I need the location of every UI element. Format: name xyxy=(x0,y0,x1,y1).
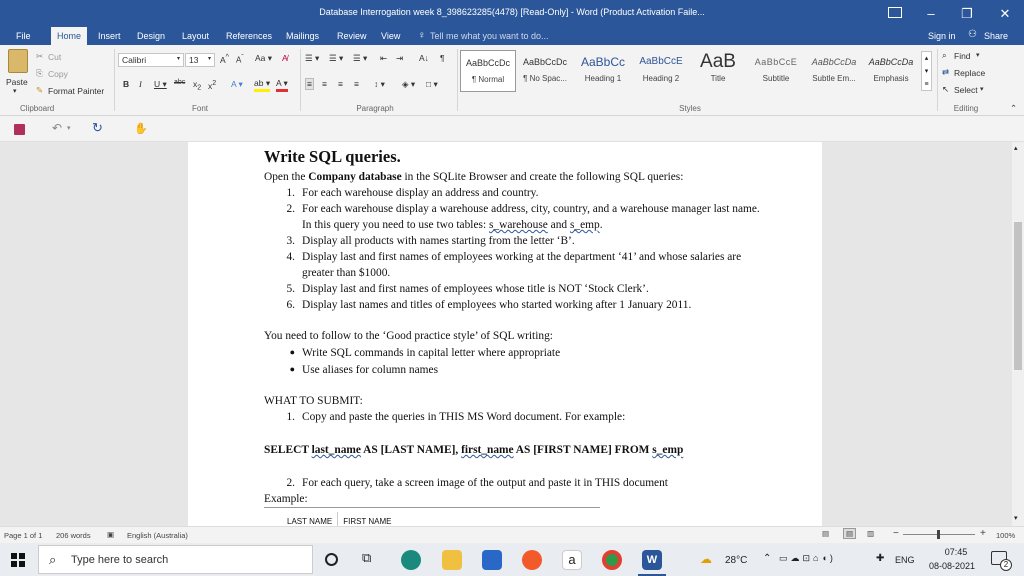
list-item xyxy=(264,281,764,297)
copy-button[interactable]: Copy xyxy=(48,69,68,79)
sql-example xyxy=(264,442,764,458)
tab-file[interactable]: File xyxy=(16,31,31,41)
list-text: Display last and first names of employees whose title is NOT ‘Stock Clerk’. xyxy=(302,283,649,295)
list-text: Display last names and titles of employees who started working after 1 January 2011. xyxy=(302,299,692,311)
style-subtle-emphasis[interactable] xyxy=(806,50,862,92)
select-icon[interactable]: ↖ xyxy=(942,84,950,94)
cut-icon[interactable]: ✂ xyxy=(36,51,44,61)
sql-column: first_name xyxy=(461,444,514,456)
submit-title: WHAT TO SUBMIT: xyxy=(264,395,363,407)
sql-keyword: SELECT xyxy=(264,444,312,456)
web-layout-icon[interactable]: ▥ xyxy=(867,529,875,538)
document-heading: Write SQL queries. xyxy=(264,147,401,166)
zoom-slider-thumb[interactable] xyxy=(937,530,940,539)
subscript-icon[interactable]: $x_2$ xyxy=(193,79,202,92)
style-label: Subtitle xyxy=(762,74,790,83)
show-hidden-icons[interactable]: ⌃ xyxy=(763,553,772,564)
divider xyxy=(937,49,938,111)
paragraph-group-label: Paragraph xyxy=(356,104,394,113)
sql-alias: AS [LAST NAME], xyxy=(360,444,462,456)
firefox-icon[interactable] xyxy=(522,550,542,570)
file-explorer-icon[interactable] xyxy=(442,550,462,570)
style-heading-1[interactable] xyxy=(575,50,631,92)
tab-review[interactable]: Review xyxy=(337,31,367,41)
bullet-item xyxy=(264,361,764,378)
list-text: For each query, take a screen image of the output and paste it in THIS document xyxy=(302,477,668,489)
find-button[interactable]: Find xyxy=(954,51,971,61)
list-item xyxy=(264,475,764,491)
table-header: FIRST NAME xyxy=(343,517,392,526)
font-group-label: Font xyxy=(191,104,208,113)
clock-date[interactable]: 08-08-2021 xyxy=(928,561,976,571)
divider xyxy=(114,49,115,111)
style-subtitle[interactable] xyxy=(748,50,804,92)
list-number: 4. xyxy=(286,251,295,263)
list-number: 5. xyxy=(286,283,295,295)
cut-button[interactable]: Cut xyxy=(48,52,62,62)
scroll-thumb[interactable] xyxy=(1014,222,1022,370)
table-name: s_warehouse xyxy=(488,219,548,231)
styles-group-label: Styles xyxy=(679,104,701,113)
page-count[interactable]: Page 1 of 1 xyxy=(4,531,43,540)
windows-start-icon[interactable] xyxy=(11,553,25,567)
zoom-level[interactable]: 100% xyxy=(996,531,1016,540)
table-header: LAST NAME xyxy=(282,512,338,526)
divider xyxy=(300,49,301,111)
style-preview: AaBbCcDa xyxy=(868,57,914,67)
chrome-icon[interactable] xyxy=(602,550,622,570)
bullet-item xyxy=(264,344,764,361)
style-preview: AaBbCcDc xyxy=(465,58,510,68)
share-button[interactable]: Share xyxy=(984,31,1009,41)
shading-icon[interactable]: ◈ ▾ xyxy=(402,79,416,89)
document-area xyxy=(0,142,1012,526)
tab-view[interactable]: View xyxy=(381,31,401,41)
document-page[interactable] xyxy=(188,142,822,526)
clipboard-group-label: Clipboard xyxy=(20,104,55,113)
chevron-down-icon: ▾ xyxy=(176,56,180,62)
tab-references[interactable]: References xyxy=(226,31,273,41)
select-dropdown-icon[interactable]: ▾ xyxy=(980,86,984,93)
align-left-icon[interactable]: ≡ xyxy=(307,79,312,89)
style-preview: AaBbCcDa xyxy=(811,57,857,67)
taskbar-search[interactable] xyxy=(38,545,313,574)
shrink-font-icon[interactable]: $A^ˇ$ xyxy=(236,54,244,65)
quick-access-toolbar xyxy=(0,116,1024,142)
list-text: For each warehouse display a warehouse address, city, country, and a warehouse manager last name. In this query you need to use two tables: xyxy=(302,203,760,231)
scroll-down-icon[interactable]: ▾ xyxy=(1014,515,1018,522)
ime-icon[interactable]: ✚ xyxy=(876,553,885,564)
style-preview: AaBbCcDc xyxy=(522,57,567,67)
list-number: 3. xyxy=(286,235,295,247)
align-right-icon[interactable]: ≡ xyxy=(338,79,343,89)
sql-column: last_name xyxy=(311,444,361,456)
strikethrough-icon[interactable]: abc xyxy=(174,79,186,86)
undo-icon[interactable]: ↶ xyxy=(52,121,63,135)
amazon-icon[interactable]: a xyxy=(562,550,582,570)
list-item xyxy=(264,409,764,425)
line-spacing-icon[interactable]: ↕ ▾ xyxy=(374,79,385,89)
multilevel-list-icon[interactable]: ☰ ▾ xyxy=(353,53,368,63)
tell-me-box[interactable]: Tell me what you want to do... xyxy=(430,31,549,41)
style-normal[interactable] xyxy=(460,50,516,92)
lightbulb-icon: ♀ xyxy=(418,30,426,41)
italic-icon[interactable]: I xyxy=(139,79,142,89)
list-item xyxy=(264,185,764,201)
list-item xyxy=(264,297,764,313)
editing-group-label: Editing xyxy=(953,104,979,113)
list-text: . xyxy=(599,219,603,231)
style-label: Title xyxy=(710,74,726,83)
title-bar xyxy=(0,0,1024,27)
change-case-icon[interactable]: Aa ▾ xyxy=(255,53,273,63)
style-heading-2[interactable] xyxy=(633,50,689,92)
intro-text: Open the xyxy=(264,171,309,183)
justify-icon[interactable]: ≡ xyxy=(354,79,359,89)
intro-bold: Company database xyxy=(308,171,402,183)
font-size-value: 13 xyxy=(189,55,199,65)
style-no-spacing[interactable] xyxy=(517,50,573,92)
bullet-text: Use aliases for column names xyxy=(302,364,439,376)
replace-icon[interactable]: ⇄ xyxy=(942,67,950,77)
vertical-scrollbar[interactable] xyxy=(1012,142,1024,526)
weather-temp[interactable]: 28°C xyxy=(725,555,748,566)
list-number: 6. xyxy=(286,299,295,311)
chevron-down-icon: ▾ xyxy=(207,56,211,62)
edge-icon[interactable] xyxy=(401,550,421,570)
ribbon xyxy=(0,45,1024,116)
collapse-ribbon-icon[interactable]: ⌃ xyxy=(1010,103,1018,113)
sql-alias: AS [FIRST NAME] FROM xyxy=(513,444,653,456)
list-text-compound xyxy=(302,201,764,233)
window-title: Database Interrogation week 8_398623285(4478) [Read-Only] - Word (Product Activation Faile... xyxy=(319,7,705,17)
style-preview: AaBbCc xyxy=(580,55,626,69)
notification-count[interactable]: 2 xyxy=(1000,559,1012,571)
bullets-icon[interactable]: ☰ ▾ xyxy=(305,53,320,63)
style-label: Subtle Em... xyxy=(812,74,856,83)
divider xyxy=(457,49,458,111)
increase-indent-icon[interactable]: ⇥ xyxy=(396,53,404,63)
bullet-icon: ● xyxy=(289,347,295,357)
text-effects-icon[interactable]: A ▾ xyxy=(231,79,243,89)
word-icon[interactable]: W xyxy=(642,550,662,570)
center-icon[interactable]: ≡ xyxy=(322,79,327,89)
ribbon-display-icon[interactable] xyxy=(888,7,902,18)
intro-paragraph xyxy=(264,169,764,185)
example-table xyxy=(282,512,764,526)
style-title[interactable] xyxy=(690,50,746,92)
scroll-up-icon[interactable]: ▴ xyxy=(1014,145,1018,152)
taskbar xyxy=(0,543,1024,576)
proofing-icon[interactable]: ▣ xyxy=(107,530,115,539)
list-text: and xyxy=(547,219,570,231)
share-icon[interactable]: ⚇ xyxy=(968,29,977,40)
superscript-icon[interactable]: $x^2$ xyxy=(208,79,217,91)
font-name-select[interactable] xyxy=(118,53,184,67)
list-number: 1. xyxy=(286,411,295,423)
list-text: Display all products with names starting from the letter ‘B’. xyxy=(302,235,575,247)
list-text: For each warehouse display an address and country. xyxy=(302,187,539,199)
print-layout-icon[interactable]: ▤ xyxy=(843,528,856,539)
clear-formatting-icon[interactable]: A̸ xyxy=(282,53,288,63)
borders-icon[interactable]: □ ▾ xyxy=(426,79,438,89)
touch-mode-icon[interactable]: ✋ xyxy=(134,123,148,135)
format-painter-button[interactable]: Format Painter xyxy=(48,86,105,96)
style-emphasis[interactable] xyxy=(863,50,919,92)
minimize-icon[interactable]: – xyxy=(927,6,935,21)
replace-button[interactable]: Replace xyxy=(954,68,986,78)
font-color-icon[interactable]: A ▾ xyxy=(276,78,288,92)
sign-in-link[interactable]: Sign in xyxy=(928,31,956,41)
language-indicator[interactable]: ENG xyxy=(895,555,915,565)
copy-icon[interactable]: ⎘ xyxy=(36,68,43,78)
grow-font-icon[interactable]: A^ xyxy=(220,53,229,65)
styles-scroll[interactable]: ▴ ▾ ≡ xyxy=(921,51,932,91)
style-label: ¶ No Spac... xyxy=(523,74,567,83)
redo-icon[interactable]: ↻ xyxy=(92,120,103,135)
bullet-icon: ● xyxy=(289,364,295,374)
cortana-icon[interactable] xyxy=(325,553,338,566)
clock-time[interactable]: 07:45 xyxy=(944,547,968,557)
tab-layout[interactable]: Layout xyxy=(182,31,210,41)
tab-insert[interactable]: Insert xyxy=(98,31,121,41)
sort-icon[interactable]: A↓ xyxy=(419,53,429,63)
zoom-out-icon[interactable]: − xyxy=(893,528,899,539)
style-label: Heading 2 xyxy=(642,74,680,83)
list-item xyxy=(264,233,764,249)
show-formatting-icon[interactable]: ¶ xyxy=(440,53,445,63)
style-label: Heading 1 xyxy=(584,74,622,83)
list-item xyxy=(264,249,764,281)
mail-icon[interactable] xyxy=(482,550,502,570)
practice-paragraph: You need to follow to the ‘Good practice style’ of SQL writing: xyxy=(264,330,553,342)
find-dropdown-icon[interactable]: ▾ xyxy=(976,52,980,59)
select-button[interactable]: Select xyxy=(954,85,978,95)
font-name-value: Calibri xyxy=(122,55,147,65)
numbering-icon[interactable]: ☰ ▾ xyxy=(329,53,344,63)
bold-icon[interactable]: B xyxy=(123,79,130,89)
tab-home[interactable]: Home xyxy=(51,27,87,45)
list-number: 2. xyxy=(286,477,295,489)
bullet-text: Write SQL commands in capital letter where appropriate xyxy=(302,347,561,359)
read-mode-icon[interactable]: ▤ xyxy=(822,529,830,538)
paste-icon[interactable] xyxy=(8,49,28,73)
zoom-in-icon[interactable]: + xyxy=(980,528,986,539)
ribbon-tabs xyxy=(0,27,1024,45)
language-indicator[interactable]: English (Australia) xyxy=(127,531,188,540)
close-icon[interactable]: ✕ xyxy=(999,5,1011,21)
task-view-icon[interactable]: ⧉ xyxy=(362,550,372,565)
restore-icon[interactable]: ❐ xyxy=(961,5,973,21)
style-preview: AaBbCcE xyxy=(639,56,683,67)
tab-mailings[interactable]: Mailings xyxy=(286,31,320,41)
list-number: 2. xyxy=(286,203,295,215)
tab-design[interactable]: Design xyxy=(137,31,166,41)
tray-icons[interactable]: ▭☁⊡⌂◖) xyxy=(779,553,836,563)
list-item xyxy=(264,201,764,233)
example-label: Example: xyxy=(264,491,600,508)
status-bar xyxy=(0,526,1024,543)
undo-dropdown-icon[interactable]: ▾ xyxy=(67,125,71,132)
format-painter-icon[interactable]: ✎ xyxy=(36,85,44,95)
font-size-select[interactable] xyxy=(185,53,215,67)
underline-icon[interactable]: U ▾ xyxy=(154,79,167,89)
list-text: Display last and first names of employees working at the department ‘41’ and whose salaries are greater than $1000. xyxy=(302,251,742,279)
style-label: Emphasis xyxy=(873,74,909,83)
intro-text: in the SQLite Browser and create the following SQL queries: xyxy=(401,171,684,183)
style-preview: AaBbCcE xyxy=(754,57,798,67)
highlight-icon[interactable]: ab ▾ xyxy=(254,78,270,92)
style-preview: AaB xyxy=(700,51,736,72)
sql-table: s_emp xyxy=(652,444,684,456)
list-number: 1. xyxy=(286,187,295,199)
decrease-indent-icon[interactable]: ⇤ xyxy=(380,53,388,63)
save-icon[interactable] xyxy=(14,124,25,135)
list-text: Copy and paste the queries in THIS MS Word document. For example: xyxy=(302,411,626,423)
table-name: s_emp xyxy=(569,219,600,231)
word-count[interactable]: 206 words xyxy=(56,531,91,540)
style-label: ¶ Normal xyxy=(471,75,505,84)
search-icon: ⌕ xyxy=(49,552,57,567)
weather-icon[interactable]: ☁ xyxy=(700,552,712,566)
search-placeholder: Type here to search xyxy=(71,554,169,566)
find-icon[interactable]: ⌕ xyxy=(942,50,947,60)
paste-button[interactable]: Paste xyxy=(6,77,28,87)
document-body[interactable] xyxy=(264,147,764,526)
paste-dropdown-icon[interactable]: ▾ xyxy=(13,88,17,95)
